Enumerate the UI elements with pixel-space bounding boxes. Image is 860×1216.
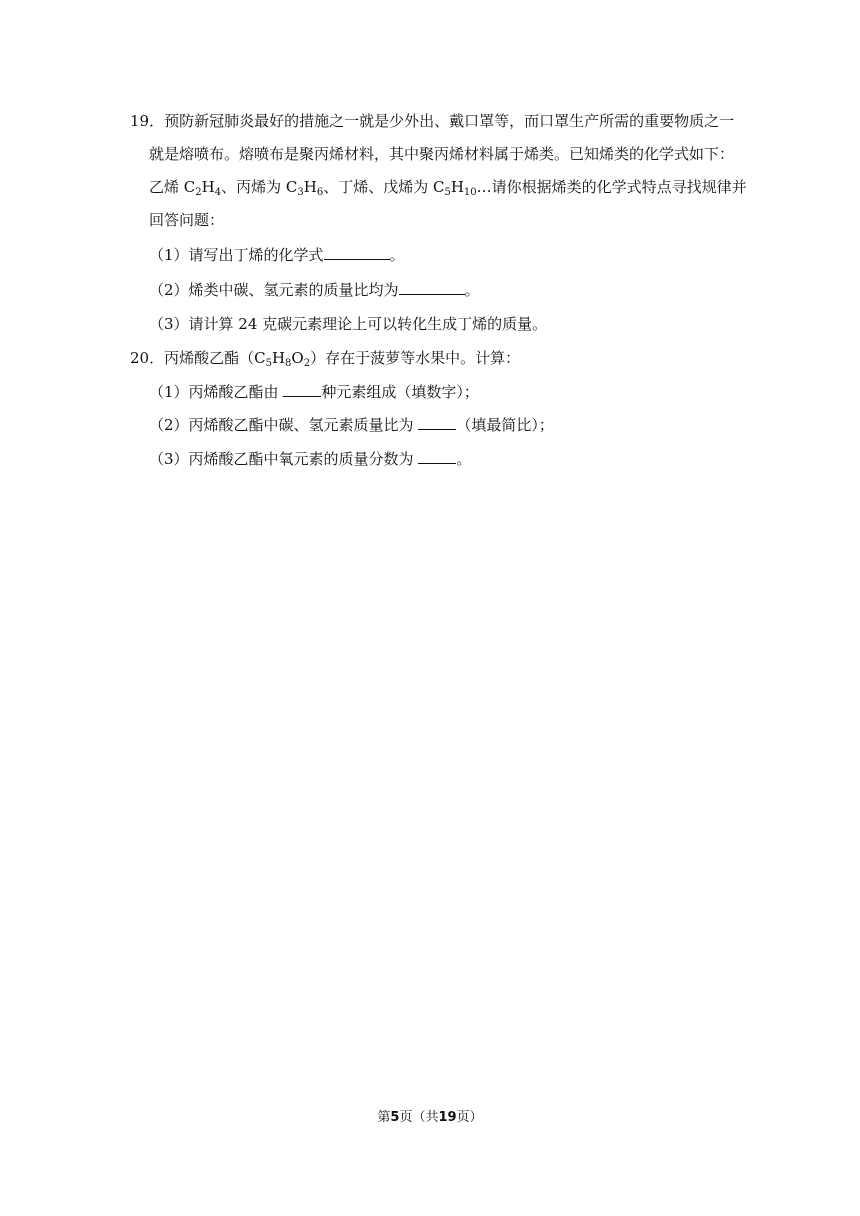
q19-text-line-3: 乙烯 $C_2H_4$、丙烯为 $C_3H_6$、丁烯、戊烯为 $C_5H_{10}\dots$请你根据烯类的化学式特点寻找规律并	[149, 178, 747, 198]
q19-text-line-4: 回答问题：	[149, 211, 225, 229]
q20-subquestion-2: （2）丙烯酸乙酯中碳、氢元素质量比为 （填最简比）；	[149, 416, 554, 434]
q19-subquestion-3: （3）请计算 24 克碳元素理论上可以转化生成丁烯的质量。	[149, 315, 548, 333]
answer-blank	[418, 415, 456, 430]
page-total: 19	[438, 1110, 457, 1125]
answer-blank	[283, 382, 321, 397]
q20-subquestion-3: （3）丙烯酸乙酯中氧元素的质量分数为 。	[149, 450, 472, 468]
q19-subquestion-1: （1）请写出丁烯的化学式 。	[149, 246, 405, 264]
answer-blank	[324, 245, 390, 260]
answer-blank	[399, 280, 465, 295]
page-footer: 第5页（共19页）	[377, 1110, 483, 1125]
q20-stem: 20．丙烯酸乙酯$(C_5H_8O_2)$存在于菠萝等水果中。计算：	[130, 349, 521, 369]
q20-subquestion-1: （1）丙烯酸乙酯由 种元素组成（填数字）；	[149, 383, 479, 401]
answer-blank	[418, 449, 456, 464]
q20-number: 20．	[130, 349, 165, 367]
q19-line-1	[130, 110, 734, 132]
page-number: 5	[390, 1110, 400, 1125]
q19-text-line-1: 预防新冠肺炎最好的措施之一就是少外出、戴口罩等，而口罩生产所需的重要物质之一	[164, 112, 735, 130]
q19-number: 19．	[130, 112, 165, 130]
q19-text-line-2: 就是熔喷布。熔喷布是聚丙烯材料，其中聚丙烯材料属于烯类。已知烯类的化学式如下：	[149, 145, 735, 163]
q19-subquestion-2: （2）烯类中碳、氢元素的质量比均为 。	[149, 281, 480, 299]
